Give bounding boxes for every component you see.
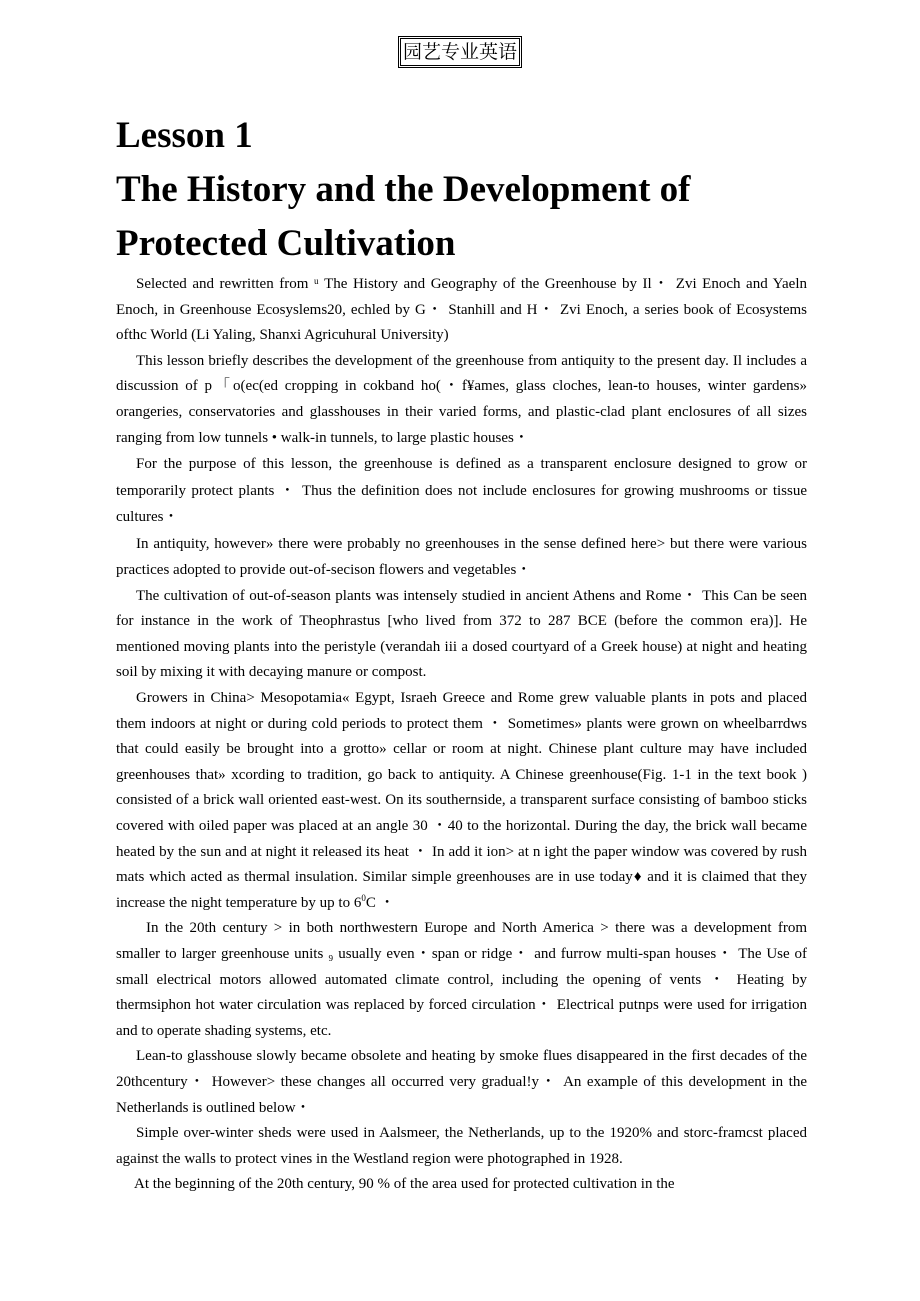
course-label-box (398, 36, 522, 68)
paragraph-overview: This lesson briefly describes the development of the greenhouse from antiquity to the present day. Il includes a discussion of p「o(ec(ed cropping in cokband ho(・f¥ames, glass cloches, lean-to houses, winter gardens» orangeries, conservatories and glasshouses in their varied forms, and plastic-clad plant enclosures of all sizes ranging from low tunnels • walk-in tunnels, to large plastic houses・ (116, 352, 807, 446)
paragraph-athens-rome: The cultivation of out-of-season plants was intensely studied in ancient Athens and Rome・ This Can be seen for instance in the work of Theophrastus [who lived from 372 to 287 BCE (before the common era)]. He mentioned moving plants into the peristyle (verandah iii a dosed courtyard of a Greek house) at night and heating soil by mixing it with decaying manure or compost. (116, 587, 807, 681)
chinese-greenhouse-text: Growers in China> Mesopotamia« Egypt, Israeh Greece and Rome grew valuable plants in pots and placed them indoors at night or during cold periods to protect them ・ Sometimes» plants were grown on wheelbarrdws that could easily be brought into a grotto» cellar or room at night. Chinese plant culture may have included greenhouses that» xcording to tradition, go back to antiquity. A Chinese greenhouse(Fig. 1-1 in the text book ) consisted of a brick wall oriented east-west. On its southernside, a transparent surface consisting of bamboo sticks covered with oiled paper was placed at an angle 30 ・40 to the horizontal. During the day, the brick wall became heated by the sun and at night it released its heat ・ In add it ion> at n ight the paper window was covered by rush mats which acted as thermal insulation. Similar simple greenhouses are in use today♦ and it is claimed that they increase the night temperature by up to 6 (116, 690, 807, 911)
lesson-label: Lesson 1 (116, 115, 253, 156)
paragraph-definition: For the purpose of this lesson, the greenhouse is defined as a transparent enclosure designed to grow or temporarily protect plants ・ Thus the definition does not include enclosures for growing mushrooms or tissue cultures・ (116, 456, 807, 526)
paragraph-beginning-20th: At the beginning of the 20th century, 90 % of the area used for protected cultivation in the (134, 1176, 675, 1193)
degree-superscript: 0 (361, 892, 366, 903)
paragraph-chinese-greenhouse (116, 686, 807, 916)
lesson-title-line-1: The History and the Development of (116, 169, 691, 210)
paragraph-20th-century: In the 20th century > in both northwestern Europe and North America > there was a development from smaller to larger greenhouse units ₉ usually even・span or ridge・ and furrow multi-span houses・ The Use of small electrical motors allowed automated climate control, including the opening of vents ・ Heating by thermsiphon hot water circulation was replaced by forced circulation・ Electrical putnps were used for irrigation and to operate shading systems, etc. (116, 920, 807, 1039)
paragraph-lean-to: Lean-to glasshouse slowly became obsolete and heating by smoke flues disappeared in the first decades of the 20thcentury・ However> these changes all occurred very gradual!y・ An example of this development in the Netherlands is outlined below・ (116, 1048, 807, 1116)
paragraph-antiquity: In antiquity, however» there were probably no greenhouses in the sense defined here> but there were various practices adopted to provide out-of-secison flowers and vegetables・ (116, 535, 807, 579)
paragraph-source: Selected and rewritten from ᵘ The History and Geography of the Greenhouse by Il・ Zvi Enoch and Yaeln Enoch, in Greenhouse Ecosyslems20, echled by G・ Stanhill and H・ Zvi Enoch, a series book of Ecosystems ofthc World (Li Yaling, Shanxi Agricuhural University) (116, 276, 807, 344)
lesson-title-line-2: Protected Cultivation (116, 223, 456, 264)
paragraph-aalsmeer: Simple over-winter sheds were used in Aalsmeer, the Netherlands, up to the 1920% and storc-framcst placed against the walls to protect vines in the Westland region were photographed in 1928. (116, 1125, 807, 1167)
course-label: 园艺专业英语 (400, 38, 520, 66)
document-body (116, 110, 807, 1198)
temperature-unit: C ・ (365, 894, 395, 911)
page-header (0, 36, 920, 68)
